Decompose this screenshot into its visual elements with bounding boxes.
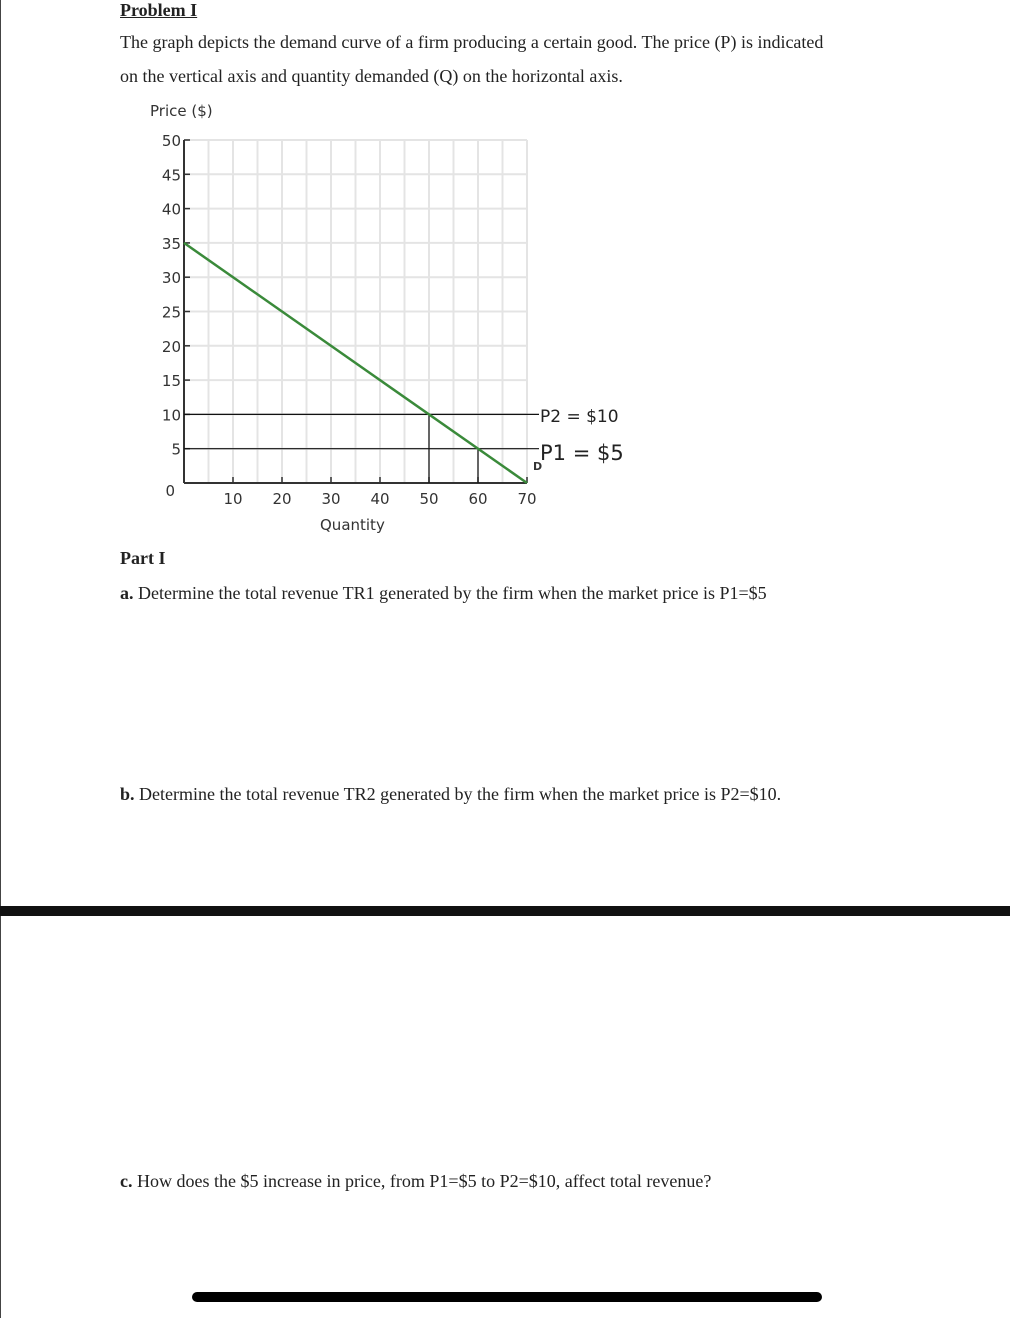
x-tick-label: 30 [321, 490, 341, 508]
curve-label: D [533, 460, 543, 473]
question-c-text: How does the $5 increase in price, from P1=$5 to P2=$10, affect total revenue? [137, 1171, 712, 1191]
question-a-text: Determine the total revenue TR1 generated by the firm when the market price is P1=$5 [138, 583, 767, 603]
x-tick-label: 10 [223, 490, 243, 508]
y-tick-label: 35 [161, 234, 181, 253]
x-tick-label: 60 [468, 490, 488, 508]
y-tick-label: 50 [161, 132, 181, 150]
part-heading: Part I [120, 548, 166, 568]
y-tick-label: 15 [161, 372, 181, 391]
y-tick-label: 5 [171, 440, 181, 459]
x-tick-label: 20 [272, 490, 292, 508]
x-tick-label: 50 [419, 490, 439, 508]
problem-heading: Problem I [120, 0, 198, 20]
question-b-text: Determine the total revenue TR2 generated by the firm when the market price is P2=$10. [139, 784, 782, 804]
y-axis-label: Price ($) [150, 102, 213, 120]
y-tick-label: 25 [161, 303, 181, 322]
home-indicator[interactable] [192, 1292, 822, 1302]
demand-chart [0, 0, 700, 540]
intro-text-line-1: The graph depicts the demand curve of a firm producing a certain good. The price (P) is indicated [120, 32, 824, 52]
y-tick-label: 30 [161, 269, 181, 288]
x-axis-label: Quantity [320, 516, 385, 534]
page-divider [0, 906, 1010, 916]
y-tick-label: 20 [161, 337, 181, 356]
question-c-prefix: c. [120, 1171, 133, 1191]
y-tick-label: 45 [161, 166, 181, 185]
y-tick-label: 10 [161, 406, 181, 425]
p1-label: P1 = $5 [540, 441, 624, 465]
intro-text-line-2: on the vertical axis and quantity demanded (Q) on the horizontal axis. [120, 66, 623, 86]
y-tick-label: 40 [161, 200, 181, 219]
x-tick-label: 70 [517, 490, 537, 508]
y-tick-label: 0 [165, 482, 175, 500]
question-a-prefix: a. [120, 583, 134, 603]
p2-label: P2 = $10 [540, 407, 619, 427]
x-tick-label: 40 [370, 490, 390, 508]
question-b-prefix: b. [120, 784, 135, 804]
